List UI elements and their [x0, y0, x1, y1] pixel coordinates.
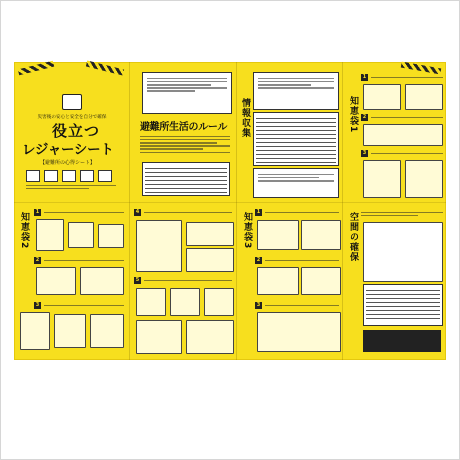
bag-icon [62, 170, 76, 182]
step-4: 4 [135, 209, 140, 215]
icon-row [26, 170, 118, 192]
label-band [363, 330, 441, 352]
space-text [361, 210, 443, 218]
illustration [301, 267, 341, 295]
box-icon [98, 170, 112, 182]
emblem-icon [62, 94, 82, 110]
hazard-stripe [18, 61, 54, 76]
illustration [301, 220, 341, 250]
step-1: 1 [35, 209, 40, 215]
illustration [257, 312, 341, 352]
illustration [363, 84, 401, 110]
illustration [363, 124, 443, 146]
step-2-text [265, 258, 339, 263]
step-1-text [265, 210, 339, 215]
illustration [68, 222, 94, 248]
info-table [253, 112, 339, 166]
illustration [90, 314, 124, 348]
illustration [186, 320, 234, 354]
tent-icon [80, 170, 94, 182]
illustration [405, 84, 443, 110]
illustration [170, 288, 200, 316]
illustration [136, 220, 182, 272]
rules-title: 避難所生活のルール [140, 122, 228, 133]
step-1: 1 [256, 209, 261, 215]
step-2-text [371, 115, 443, 120]
chie1-panel [343, 62, 446, 360]
chie3-title: 知恵袋3 [242, 212, 252, 250]
step-3: 3 [256, 302, 261, 308]
step-1-text [44, 210, 124, 215]
step-2-text [44, 258, 124, 263]
illustration [204, 288, 234, 316]
illustration [257, 267, 299, 295]
hazard-stripe [401, 62, 441, 75]
step-5: 5 [135, 277, 140, 283]
illustration [257, 220, 299, 250]
illustration [80, 267, 124, 295]
illustration [20, 312, 50, 350]
info-title: 情報収集 [240, 98, 250, 138]
step-3: 3 [362, 150, 367, 156]
step-2: 2 [35, 257, 40, 263]
step-3: 3 [35, 302, 40, 308]
step-5-text [144, 278, 232, 283]
hazard-stripe [86, 60, 124, 75]
step-3-text [371, 151, 443, 156]
step-3-text [44, 303, 124, 308]
illustration [363, 160, 401, 198]
cover-caption: 災害後の安心と安全を自分で確保 [37, 115, 107, 120]
illustration [405, 160, 443, 198]
illustration [186, 222, 234, 246]
step-1: 1 [362, 74, 367, 80]
info-panel [237, 62, 342, 360]
rules-box [142, 72, 232, 114]
info-box [253, 72, 339, 110]
cover-subtitle: 【避難所の心得シート】 [40, 160, 96, 166]
illustration [36, 219, 64, 251]
illustration [186, 248, 234, 272]
step-1-text [371, 75, 443, 80]
cover-title-line1: 役立つ [52, 122, 101, 140]
step-4-text [144, 210, 232, 215]
leisure-sheet [14, 62, 446, 360]
memo-area [363, 284, 443, 326]
illustration [136, 288, 166, 316]
illustration [54, 314, 86, 348]
sheet-icon [26, 170, 40, 182]
illustration [98, 224, 124, 248]
info-note [253, 168, 339, 198]
cover-title-line2: レジャーシート [22, 142, 114, 158]
rules-panel [130, 62, 236, 360]
illustration [36, 267, 76, 295]
chie1-title: 知恵袋1 [348, 96, 358, 134]
space-title: 空間の確保 [348, 212, 358, 262]
illustration [136, 320, 182, 354]
step-2: 2 [256, 257, 261, 263]
rules-table [142, 162, 230, 196]
cover-panel [14, 62, 129, 360]
chie2-title: 知恵袋2 [19, 212, 29, 250]
person-icon [44, 170, 58, 182]
step-2: 2 [362, 114, 367, 120]
rules-text [140, 134, 230, 155]
partition-illustration [363, 222, 443, 282]
step-3-text [265, 303, 339, 308]
